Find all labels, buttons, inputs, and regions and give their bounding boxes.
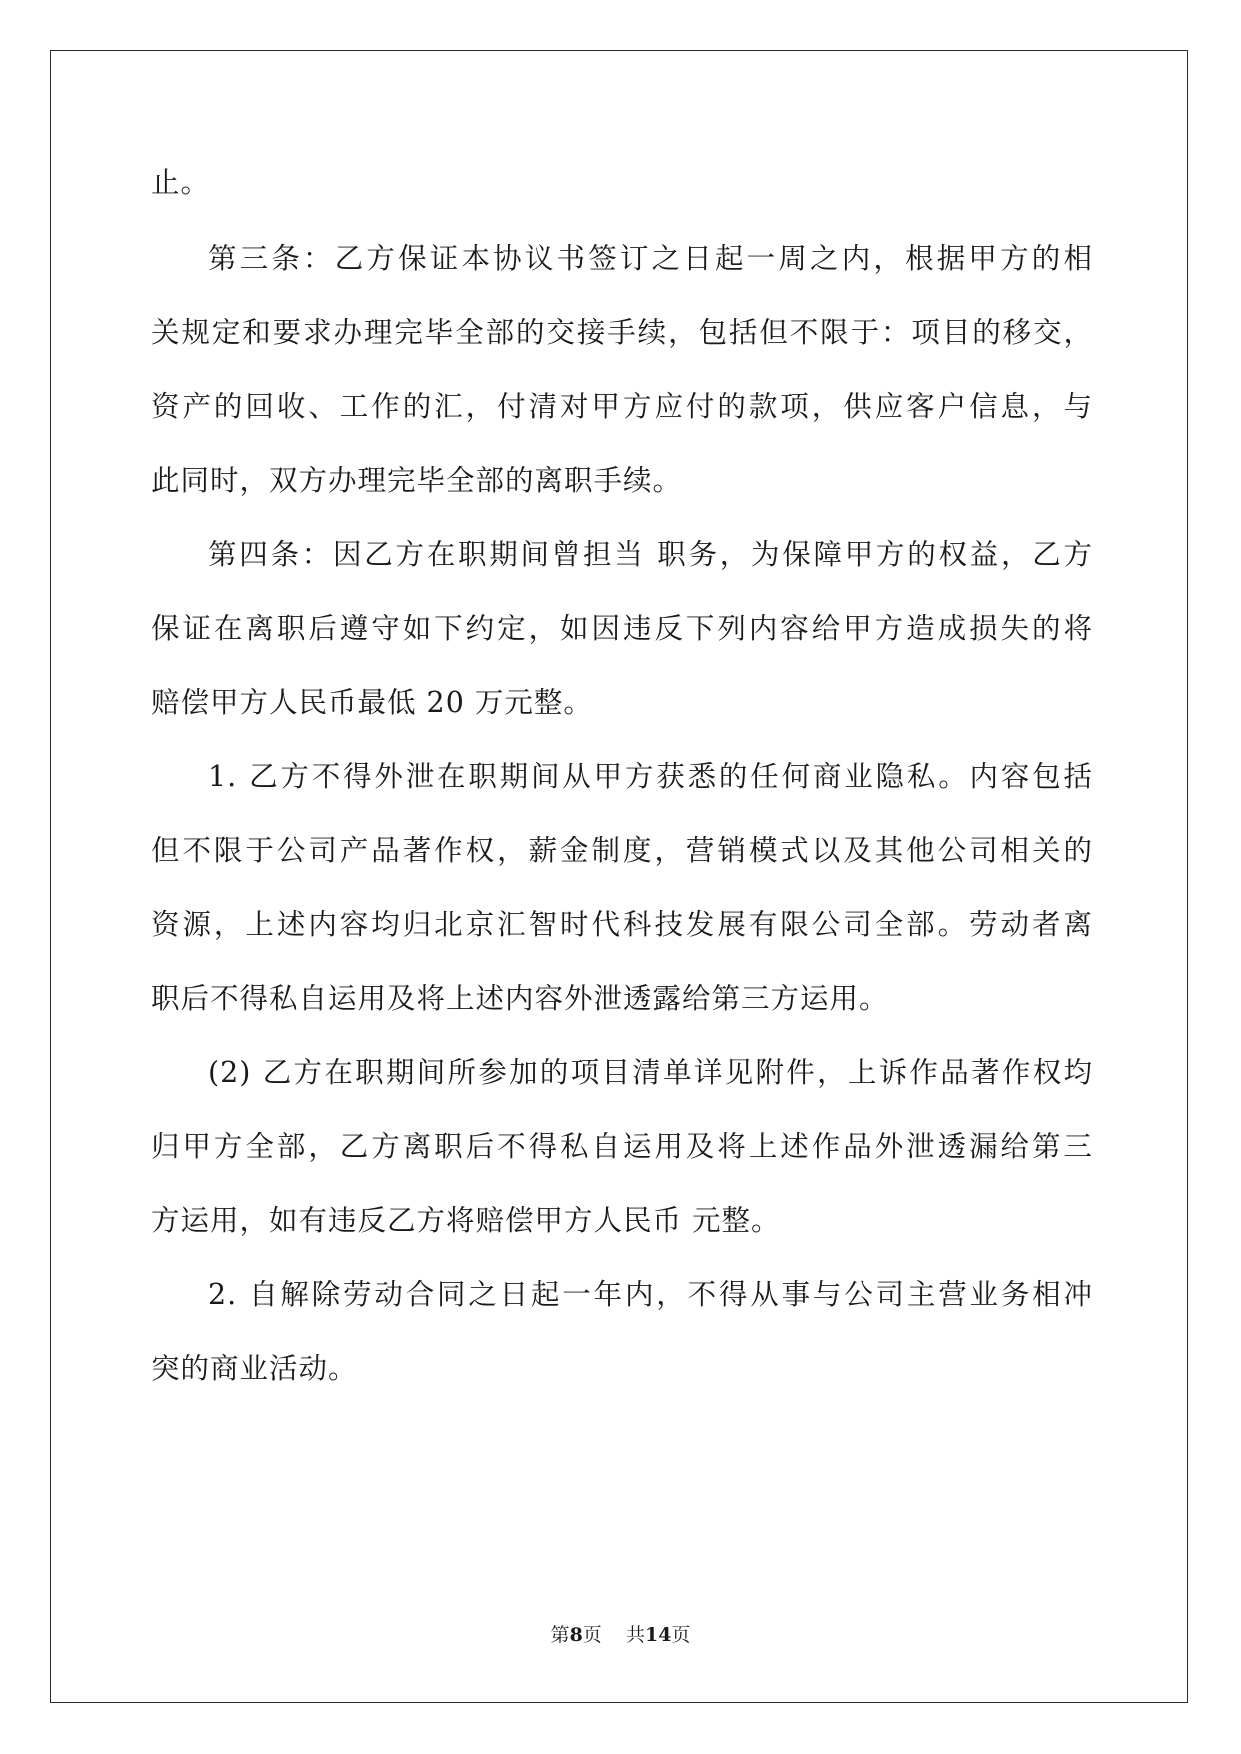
text-line: 保证在离职后遵守如下约定，如因违反下列内容给甲方造成损失的将	[151, 612, 1093, 645]
text-line: 资源，上述内容均归北京汇智时代科技发展有限公司全部。劳动者离	[151, 908, 1093, 941]
text-line: 1. 乙方不得外泄在职期间从甲方获悉的任何商业隐私。内容包括	[208, 760, 1093, 793]
text-line: 第四条：因乙方在职期间曾担当 职务，为保障甲方的权益，乙方	[208, 538, 1093, 571]
text-line: 但不限于公司产品著作权，薪金制度，营销模式以及其他公司相关的	[151, 834, 1093, 867]
total-page-count: 14	[644, 1624, 672, 1646]
text-line: (2) 乙方在职期间所参加的项目清单详见附件，上诉作品著作权均	[208, 1056, 1093, 1089]
text-line: 此同时，双方办理完毕全部的离职手续。	[151, 464, 683, 497]
text-line: 归甲方全部，乙方离职后不得私自运用及将上述作品外泄透漏给第三	[151, 1130, 1093, 1163]
footer-suffix: 页	[671, 1624, 691, 1646]
footer-prefix: 第	[550, 1624, 570, 1646]
footer-middle: 页 共	[582, 1624, 645, 1646]
text-line: 2. 自解除劳动合同之日起一年内，不得从事与公司主营业务相冲	[208, 1278, 1093, 1311]
text-line: 突的商业活动。	[151, 1352, 358, 1385]
text-line: 资产的回收、工作的汇，付清对甲方应付的款项，供应客户信息，与	[151, 390, 1093, 423]
page-border	[50, 50, 1188, 1703]
text-line: 第三条：乙方保证本协议书签订之日起一周之内，根据甲方的相	[208, 242, 1093, 275]
text-line: 方运用，如有违反乙方将赔偿甲方人民币 元整。	[151, 1204, 781, 1237]
text-line: 赔偿甲方人民币最低 20 万元整。	[151, 686, 593, 719]
current-page-number: 8	[569, 1624, 583, 1646]
page-number-footer	[0, 1622, 1241, 1648]
text-line: 关规定和要求办理完毕全部的交接手续，包括但不限于：项目的移交，	[151, 316, 1093, 349]
text-line: 职后不得私自运用及将上述内容外泄透露给第三方运用。	[151, 982, 889, 1015]
text-line: 止。	[151, 166, 211, 199]
